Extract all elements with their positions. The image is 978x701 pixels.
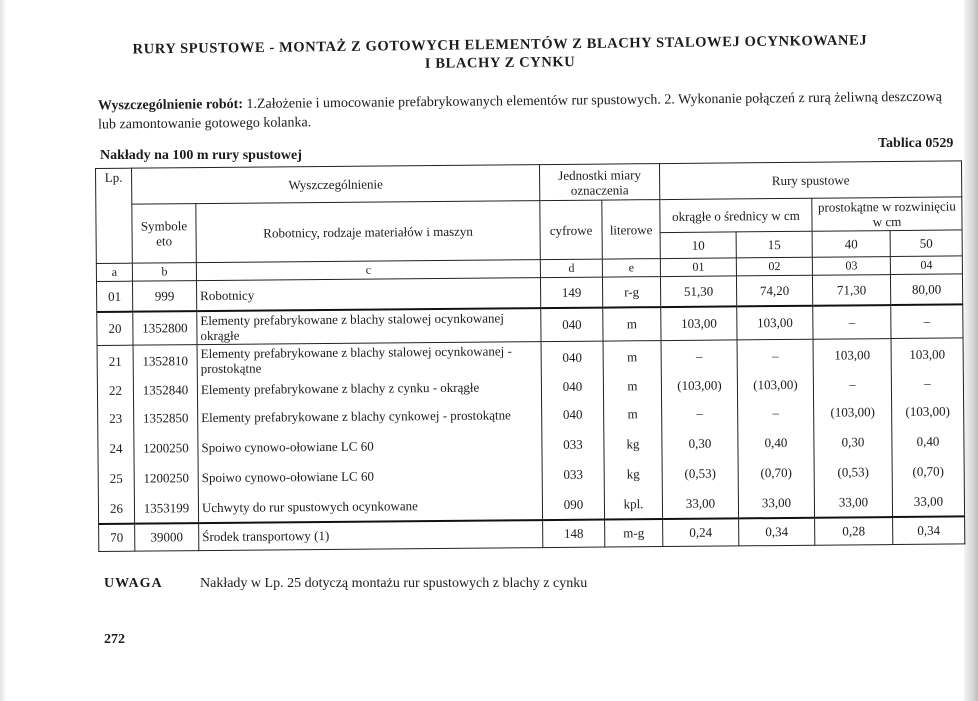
row-value-03: –: [813, 371, 891, 398]
work-description: [98, 87, 960, 134]
row-value-03: 71,30: [812, 275, 890, 306]
row-value-01: –: [662, 398, 738, 429]
row-unit-code: 040: [541, 341, 603, 374]
row-value-01: 0,30: [662, 428, 738, 459]
row-unit-code: 033: [542, 459, 604, 490]
row-unit-code: 040: [541, 373, 603, 400]
note-label: UWAGA: [104, 576, 163, 591]
row-symbol: 1352840: [133, 377, 197, 404]
row-symbol: 999: [132, 281, 196, 312]
row-lp: 25: [98, 463, 134, 493]
col-label-04: 04: [890, 256, 962, 275]
col-label-02: 02: [736, 257, 812, 276]
row-value-03: 103,00: [813, 338, 891, 371]
row-symbol: 39000: [135, 523, 199, 552]
row-value-03: 0,28: [815, 517, 893, 546]
header-robotnicy-rodzaje: Robotnicy, rodzaje materiałów i maszyn: [196, 201, 541, 263]
row-name: Elementy prefabrykowane z blachy stalowej ocynkowanej okrągłe: [197, 308, 541, 345]
row-value-04: (103,00): [892, 396, 964, 427]
row-unit-code: 149: [540, 277, 602, 308]
header-okragle: okrągłe o średnicy w cm: [660, 198, 812, 232]
row-symbol: 1352800: [133, 311, 197, 345]
row-symbol: 1352850: [134, 403, 198, 434]
norms-table: [95, 160, 965, 552]
row-value-02: 33,00: [738, 487, 814, 518]
row-value-01: 33,00: [662, 488, 738, 519]
naklady-heading: Nakłady na 100 m rury spustowej: [100, 148, 302, 163]
row-symbol: 1353199: [134, 493, 198, 524]
row-symbol: 1200250: [134, 433, 198, 464]
header-width-50: 50: [890, 230, 962, 257]
row-value-04: 103,00: [891, 337, 963, 370]
row-lp: 26: [98, 493, 134, 523]
row-value-04: 0,34: [893, 516, 965, 545]
row-name: Spoiwo cynowo-ołowiane LC 60: [198, 430, 542, 463]
row-value-04: 80,00: [890, 274, 962, 305]
header-width-40: 40: [812, 231, 890, 258]
header-diameter-10: 10: [660, 232, 736, 259]
work-text: 1.Założenie i umocowanie prefabrykowanych elementów rur spustowych. 2. Wykonanie połączeń z rurą żeliwną deszczową lub zamontowanie gotowego kolanka.: [98, 89, 943, 133]
document-title: [120, 31, 880, 76]
row-lp: 70: [99, 523, 135, 551]
row-lp: 23: [98, 403, 134, 433]
header-wyszczegolnienie: Wyszczególnienie: [132, 165, 540, 205]
row-lp: 24: [98, 433, 134, 463]
row-value-01: 103,00: [661, 306, 737, 340]
col-label-b: b: [132, 263, 196, 282]
header-diameter-15: 15: [736, 231, 812, 258]
row-name: Elementy prefabrykowane z blachy z cynku - okrągłe: [197, 374, 541, 403]
note-text: Nakłady w Lp. 25 dotyczą montażu rur spustowych z blachy z cynku: [200, 576, 588, 591]
row-value-03: 0,30: [814, 427, 892, 458]
row-symbol: 1352810: [133, 344, 197, 377]
header-prostokatne: prostokątne w rozwinięciu w cm: [812, 197, 962, 231]
row-unit-letter: m: [603, 373, 661, 400]
row-value-03: (0,53): [814, 457, 892, 488]
title-line-2: I BLACHY Z CYNKU: [424, 54, 576, 72]
note: [104, 576, 587, 592]
col-label-e: e: [602, 259, 660, 278]
col-label-01: 01: [660, 258, 736, 277]
col-label-c: c: [196, 260, 540, 281]
col-label-a: a: [96, 263, 132, 281]
row-value-02: 0,34: [739, 517, 815, 546]
header-lp: Lp.: [96, 168, 133, 263]
row-value-02: –: [737, 339, 813, 372]
row-value-01: 0,24: [663, 518, 739, 547]
row-value-04: 0,40: [892, 426, 964, 457]
row-symbol: 1200250: [134, 463, 198, 494]
row-value-03: (103,00): [814, 397, 892, 428]
row-value-01: (103,00): [661, 372, 737, 399]
header-jednostki: Jednostki miary oznaczenia: [540, 164, 660, 201]
header-cyfrowe: cyfrowe: [540, 200, 603, 260]
row-value-03: –: [813, 305, 891, 339]
row-unit-letter: m: [603, 307, 661, 341]
row-unit-code: 040: [542, 399, 604, 430]
page-number: 272: [104, 632, 125, 647]
row-unit-letter: kg: [604, 459, 662, 490]
row-value-02: –: [738, 397, 814, 428]
row-unit-code: 040: [541, 307, 603, 341]
col-label-03: 03: [812, 257, 890, 276]
norms-table-wrapper: [95, 160, 965, 552]
header-symbole: Symbole eto: [132, 204, 197, 264]
row-lp: 21: [97, 345, 133, 378]
header-rury-spustowe: Rury spustowe: [660, 161, 962, 200]
row-value-04: 33,00: [892, 486, 964, 517]
row-unit-letter: m: [603, 340, 661, 373]
row-value-02: 74,20: [736, 275, 812, 306]
row-unit-letter: kg: [604, 429, 662, 460]
row-value-01: (0,53): [662, 458, 738, 489]
row-value-01: 51,30: [661, 276, 737, 307]
row-value-02: (0,70): [738, 457, 814, 488]
row-name: Środek transportowy (1): [199, 520, 543, 551]
row-unit-letter: kpl.: [604, 489, 662, 520]
row-unit-code: 090: [542, 489, 604, 520]
row-value-02: (103,00): [737, 371, 813, 398]
title-line-1: RURY SPUSTOWE - MONTAŻ Z GOTOWYCH ELEMENTÓW Z BLACHY STALOWEJ OCYNKOWANEJ: [132, 32, 868, 58]
row-value-04: –: [891, 304, 963, 338]
row-unit-letter: r-g: [602, 277, 660, 308]
row-unit-letter: m: [604, 399, 662, 430]
row-value-04: –: [891, 370, 963, 397]
row-name: Spoiwo cynowo-ołowiane LC 60: [198, 460, 542, 493]
col-label-d: d: [540, 259, 602, 278]
row-name: Elementy prefabrykowane z blachy stalowej ocynkowanej - prostokątne: [197, 341, 541, 377]
row-name: Robotnicy: [196, 278, 540, 311]
row-value-04: (0,70): [892, 456, 964, 487]
page-right-shadow: [964, 0, 978, 701]
page-left-shadow: [0, 0, 6, 701]
header-literowe: literowe: [602, 200, 661, 260]
row-value-02: 0,40: [738, 427, 814, 458]
row-lp: 22: [97, 377, 133, 403]
row-lp: 01: [96, 281, 132, 311]
row-name: Uchwyty do rur spustowych ocynkowane: [198, 490, 542, 523]
row-value-03: 33,00: [814, 487, 892, 518]
row-name: Elementy prefabrykowane z blachy cynkowej - prostokątne: [198, 400, 542, 433]
work-label: Wyszczególnienie robót:: [97, 96, 244, 114]
row-unit-letter: m-g: [605, 519, 663, 548]
row-value-01: –: [661, 339, 737, 372]
table-number: Tablica 0529: [878, 136, 954, 151]
row-unit-code: 033: [542, 429, 604, 460]
row-value-02: 103,00: [737, 305, 813, 339]
row-unit-code: 148: [543, 519, 605, 548]
row-lp: 20: [97, 311, 133, 345]
